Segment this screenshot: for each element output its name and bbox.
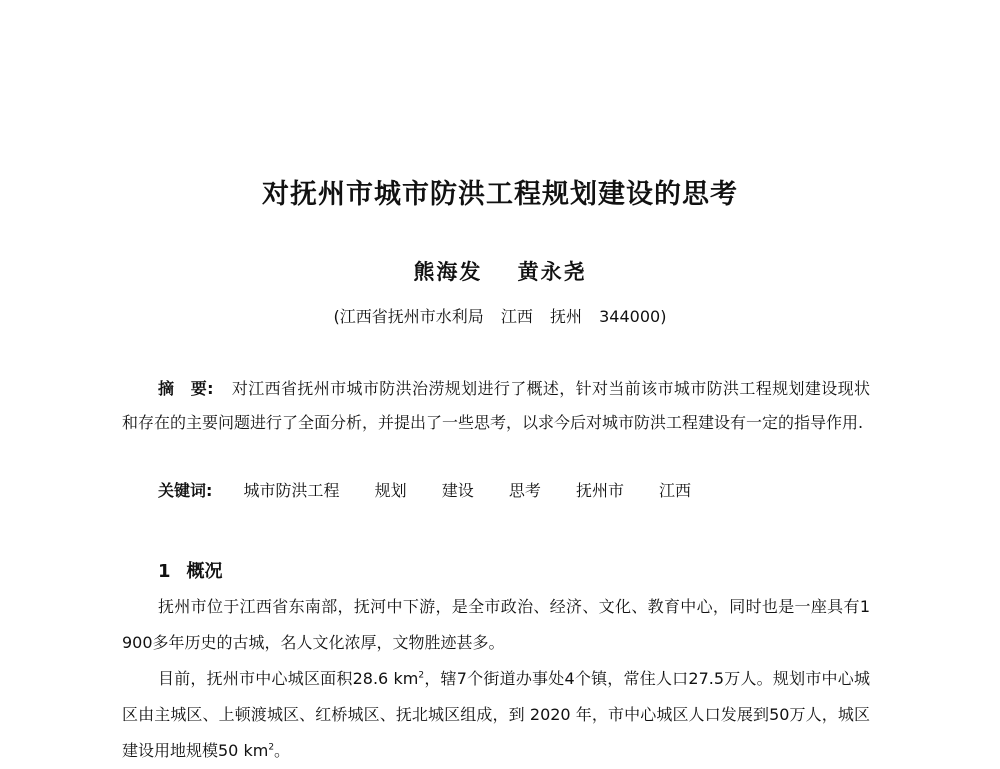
author-name: 黄永尧 (517, 259, 587, 284)
abstract (122, 372, 870, 440)
keyword: 思考 (508, 481, 541, 500)
affiliation-close-paren: ) (660, 307, 667, 326)
keywords (158, 478, 721, 501)
paragraph-text: ，辖7个街道办事处4个镇，常住人口27.5万人。规划市中心城区由主城区、上顿渡城区、红桥城区、抚北城区组成，到 2020 年，市中心城区人口发展到50万人，城区建设用地规模50 km (122, 669, 870, 760)
unit-superscript: 2 (418, 670, 425, 681)
body-paragraph (122, 661, 870, 769)
abstract-label: 摘 要: (158, 379, 214, 398)
affiliation-postcode: 344000 (599, 307, 661, 326)
keyword: 建设 (441, 481, 474, 500)
keywords-label: 关键词: (158, 481, 213, 500)
author-list (0, 256, 1000, 286)
body-paragraph: 抚州市位于江西省东南部，抚河中下游，是全市政治、经济、文化、教育中心，同时也是一座具有1 900多年历史的古城，名人文化浓厚，文物胜迹甚多。 (122, 597, 870, 652)
keyword: 规划 (374, 481, 407, 500)
section-number: 1 (158, 561, 171, 582)
affiliation-org: 江西省抚州市水利局 (339, 307, 484, 326)
affiliation-city: 抚州 (550, 307, 583, 326)
keyword: 抚州市 (575, 481, 624, 500)
section-heading (158, 557, 223, 583)
paper-title: 对抚州市城市防洪工程规划建设的思考 (262, 179, 738, 210)
section-title: 概况 (186, 561, 223, 582)
affiliation-open-paren: ( (333, 307, 340, 326)
paragraph-text: 目前，抚州市中心城区面积28.6 km (158, 669, 419, 688)
author-name: 熊海发 (413, 259, 483, 284)
affiliation (0, 304, 1000, 327)
paragraph-text: 。 (274, 741, 291, 760)
affiliation-province: 江西 (500, 307, 533, 326)
keyword: 城市防洪工程 (243, 481, 340, 500)
keyword: 江西 (659, 481, 692, 500)
unit-superscript: 2 (268, 742, 275, 753)
abstract-text: 对江西省抚州市城市防洪治涝规划进行了概述，针对当前该市城市防洪工程规划建设现状和存在的主要问题进行了全面分析，并提出了一些思考，以求今后对城市防洪工程建设有一定的指导作用. (122, 379, 870, 432)
